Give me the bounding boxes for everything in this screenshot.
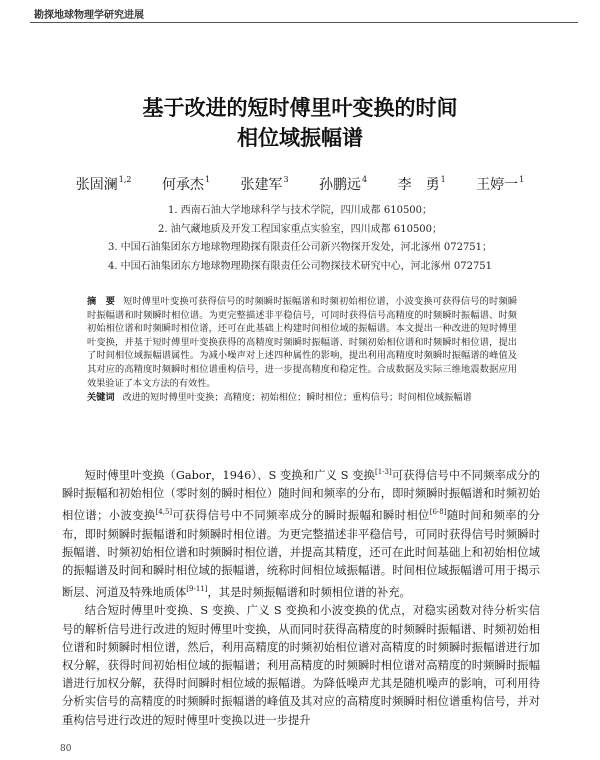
affiliation-list xyxy=(0,202,600,276)
author-list xyxy=(0,174,600,194)
journal-header: 勘探地球物理学研究进展 xyxy=(34,10,144,21)
affiliation: 1. 西南石油大学地球科学与技术学院，四川成都 610500； xyxy=(167,205,433,216)
author: 张建军$^3$ xyxy=(240,175,289,193)
keywords: 关键词 改进的短时傅里叶变换；高精度；初始相位；瞬时相位；重构信号；时间相位域振幅谱 xyxy=(87,392,472,404)
affiliation: 2. 油气藏地质及开发工程国家重点实验室，四川成都 610500； xyxy=(157,223,443,235)
author: 孙鹏远$^4$ xyxy=(319,175,368,193)
citation: [1-3] xyxy=(374,468,392,476)
author: 王婷一$^1$ xyxy=(476,175,525,193)
affiliation: 4. 中国石油集团东方地球物理勘探有限责任公司物探技术研究中心，河北涿州 072751 xyxy=(107,260,493,272)
abstract-label: 摘 要 xyxy=(87,296,116,307)
abstract-text: 摘 要 短时傅里叶变换可获得信号的时频瞬时振幅谱和时频初始相位谱，小波变换可获得信号的时频瞬时振幅谱和时频瞬时相位谱。为更完整描述非平稳信号，可同时获得信号高精度的时频瞬时振幅谱、时频初始相位谱和时频瞬时相位谱，还可在此基础上构建时间相位域的振幅谱。本文提出一种改进的短时傅里叶变换，并基于短时傅里叶变换获得的高精度时频瞬时振幅谱、时频初始相位谱和时频瞬时相位谱，提出了时间相位域振幅谱属性。为减小噪声对上述四种属性的影响，提出利用高精度时频瞬时振幅谱的峰值及其对应的高精度时频瞬时相位谱重构信号，进一步提高精度和稳定性。合成数据及实际三维地震数据应用效果验证了本文方法的有效性。 xyxy=(87,296,518,389)
affiliation: 3. 中国石油集团东方地球物理勘探有限责任公司新兴物探开发处，河北涿州 072751； xyxy=(107,242,493,253)
header-divider xyxy=(30,22,578,23)
body-paragraph: 结合短时傅里叶变换、S 变换、广义 S 变换和小波变换的优点，对稳实函数对待分析实信号的解析信号进行改进的短时傅里叶变换，从而同时获得高精度的时频瞬时振幅谱、时频初始相位谱和时频瞬时相位谱，然后，利用高精度的时频初始相位谱对高精度的时频瞬时振幅谱进行加权分解，获得时间初始相位域的振幅谱；利用高精度的时频瞬时相位谱对高精度的时频瞬时振幅谱进行加权分解，获得时间瞬时相位域的振幅谱。为降低噪声尤其是随机噪声的影响，可利用待分析实信号的高精度的时频瞬时振幅谱的峰值及其对应的高精度时频瞬时相位谱重构信号，并对重构信号进行改进的短时傅里叶变换以进一步提升 xyxy=(62,604,540,727)
citation: [4,5] xyxy=(155,508,173,517)
page-number: 80 xyxy=(60,744,72,754)
body-paragraph: 短时傅里叶变换（Gabor，1946）、S 变换和广义 S 变换[1-3]可获得信号中不同频率成分的瞬时振幅和初始相位（零时刻的瞬时相位）随时间和频率的分布，即时频瞬时振幅谱和时频初始相位谱；小波变换[4,5]可获得信号中不同频率成分的瞬时振幅和瞬时相位[6-8]随时间和频率的分布，即时频瞬时振幅谱和时频瞬时相位谱。为更完整描述非平稳信号，可同时获得信号时频瞬时振幅谱、时频初始相位谱和时频瞬时相位谱，并提高其精度，还可在此时间基础上和初始相位域的振幅谱及时间和瞬时相位域的振幅谱，统称时间相位域振幅谱。时间相位域振幅谱可用于揭示断层、河道及特殊地质体[9-11]，其是时频振幅谱和时频相位谱的补充。 xyxy=(62,468,540,600)
keywords-label: 关键词 xyxy=(87,392,115,404)
citation: [9-11] xyxy=(186,585,208,594)
author: 李 勇$^1$ xyxy=(397,175,446,193)
citation: [6-8] xyxy=(429,508,447,517)
author: 何承杰$^1$ xyxy=(161,175,211,193)
paper-title-line-2: 相位域振幅谱 xyxy=(237,126,363,150)
paper-title-line-1: 基于改进的短时傅里叶变换的时间 xyxy=(142,96,458,120)
abstract-block xyxy=(87,295,517,405)
author: 张固澜$^{1,2}$ xyxy=(75,175,132,193)
body-text xyxy=(62,463,540,730)
